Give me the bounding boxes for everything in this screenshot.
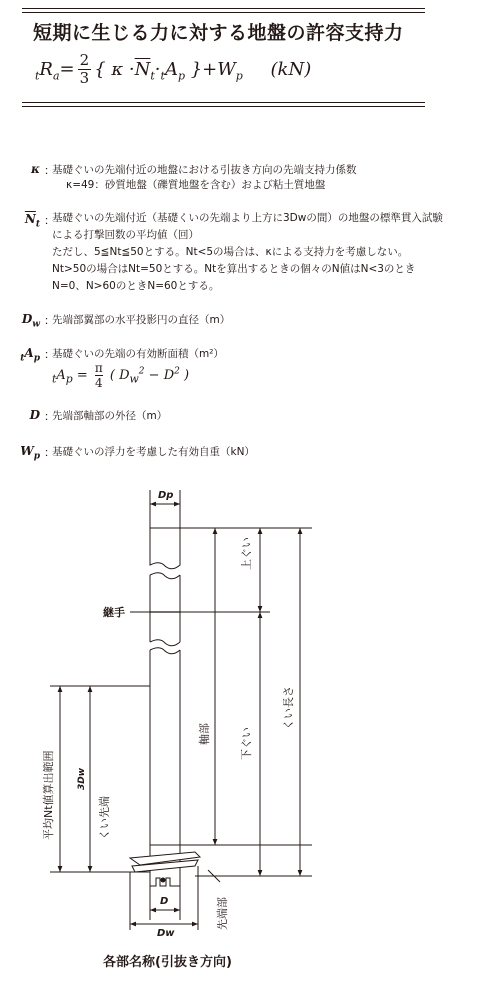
symbol-dw: $D_w$ <box>21 312 40 330</box>
d-label: D <box>160 896 169 907</box>
kappa-line-1: 基礎ぐいの先端付近の地盤における引抜き方向の先端支持力係数 <box>52 164 357 176</box>
tip-part-label: 先端部 <box>216 897 229 930</box>
formula-fraction: $\frac{2}{3}$ <box>79 51 90 87</box>
dw-line-1: 先端部翼部の水平投影円の直径（m） <box>52 314 231 326</box>
colon: ： <box>44 348 55 361</box>
symbol-kappa: κ <box>31 162 40 176</box>
pile-break-lower-a <box>150 640 180 646</box>
pile-break-lower-b <box>150 648 180 654</box>
pile-length-label: くい長さ <box>282 686 295 730</box>
formula-eq: = <box>59 58 75 80</box>
diagram-caption: 各部名称(引抜き方向) <box>103 955 232 970</box>
lower-pile-label: 下ぐい <box>240 727 253 760</box>
kappa-line-2: κ=49：砂質地盤（礫質地盤を含む）および粘土質地盤 <box>66 179 326 191</box>
nt-line-4: Nt>50の場合はNt=50とする。Ntを算出するときの個々のN値はN<3のとき <box>52 263 416 275</box>
dw-label: Dw <box>157 928 175 939</box>
symbol-d: D <box>29 408 40 422</box>
tip-label: くい先端 <box>98 796 111 840</box>
page-title: 短期に生じる力に対する地盤の許容支持力 <box>33 22 404 44</box>
joint-label: 継手 <box>103 606 125 619</box>
colon: ： <box>44 446 55 459</box>
colon: ： <box>44 314 55 327</box>
pile-break-upper <box>150 573 180 579</box>
tap-line-1: 基礎ぐいの先端の有効断面積（m²） <box>52 348 224 360</box>
upper-pile-top <box>150 528 180 569</box>
area-formula: $_tA_p$ = $\frac{\pi}{4}$ ( $D_w^2 - D^2$ ) <box>52 361 190 390</box>
wp-line-1: 基礎ぐいの浮力を考慮した有効自重（kN） <box>52 446 255 458</box>
symbol-wp: $W_p$ <box>20 444 40 462</box>
symbol-tap: $_tA_p$ <box>20 346 40 364</box>
formula-unit: (kN) <box>270 58 312 80</box>
formula-body: { $\kappa \cdot\overline{N}_t\cdot_tA_p$ }$+W_p$ <box>94 58 243 83</box>
threedw-label: 3Dw <box>77 767 87 790</box>
formula-lhs: $_tR_a$ <box>35 58 60 83</box>
dp-label: Dp <box>158 490 174 501</box>
symbol-nt: $\overline{N}_t$ <box>24 212 40 230</box>
nt-line-5: N=0、N>60のときN=60とする。 <box>52 280 220 292</box>
colon: ： <box>44 410 55 423</box>
nt-line-1: 基礎ぐいの先端付近（基礎くいの先端より上方に3Dwの間）の地盤の標準貫入試験 <box>52 212 443 224</box>
nt-line-2: による打撃回数の平均値（回） <box>52 229 199 241</box>
colon: ： <box>44 214 55 227</box>
upper-pile-label: 上ぐい <box>240 537 253 570</box>
shaft-label: 軸部 <box>198 723 211 745</box>
d-line-1: 先端部軸部の外径（m） <box>52 410 168 422</box>
colon: ： <box>44 164 55 177</box>
nt-line-3: ただし、5≦Nt≦50とする。Nt<5の場合は、κによる支持力を考慮しない。 <box>52 246 409 258</box>
avg-range-label: 平均Nt値算出範囲 <box>42 750 55 840</box>
